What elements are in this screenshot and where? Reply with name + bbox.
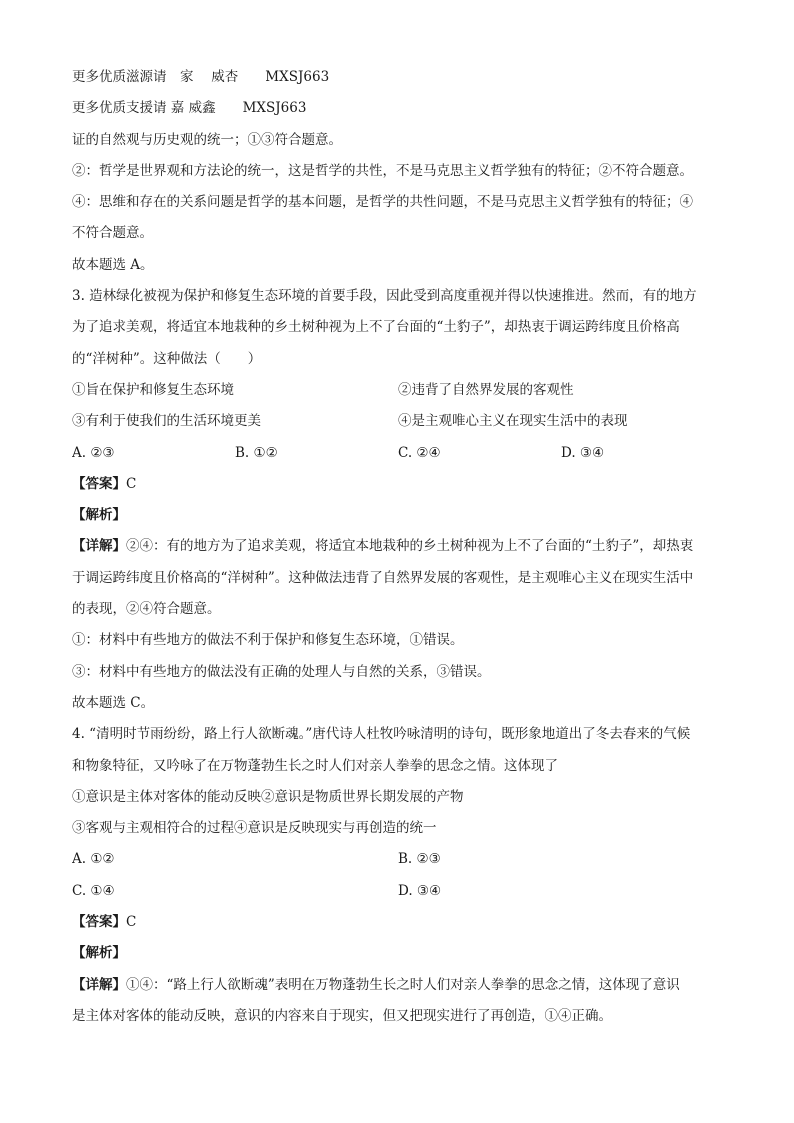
q3-stem-line-2: 为了追求美观，将适宜本地栽种的乡土树种视为上不了台面的“土豹子”，却热衷于调运跨纬度且价格高 xyxy=(72,319,680,336)
q4-choice-c: C. ①④ xyxy=(72,882,115,899)
q3-detail-line-1 xyxy=(72,531,724,562)
q3-stem-line-3: 的“洋树种”。这种做法（ ） xyxy=(72,350,262,367)
q4-answer-label: 【答案】 xyxy=(72,914,126,931)
q4-stem-line-1: 4. “清明时节雨纷纷，路上行人欲断魂。”唐代诗人杜牧吟咏清明的诗句，既形象地道出了冬去春来的气候 xyxy=(72,726,691,743)
q3-detail-line-4: ①：材料中有些地方的做法不利于保护和修复生态环境，①错误。 xyxy=(72,632,464,649)
q3-option-2: ②违背了自然界发展的客观性 xyxy=(398,381,574,398)
q3-analysis-label: 【解析】 xyxy=(72,507,126,524)
q3-conclusion: 故本题选 C。 xyxy=(72,694,155,711)
q3-detail-line-5: ③：材料中有些地方的做法没有正确的处理人与自然的关系，③错误。 xyxy=(72,663,491,680)
q3-answer xyxy=(72,469,724,500)
header-line-2: 更多优质支援请 嘉 威鑫 MXSJ663 xyxy=(72,100,307,117)
q4-choices-row-1 xyxy=(72,844,724,875)
q2-tail-line-3: ④：思维和存在的关系问题是哲学的基本问题，是哲学的共性问题，不是马克思主义哲学独有的特征；④ xyxy=(72,194,693,211)
q3-choice-a: A. ②③ xyxy=(72,444,115,461)
header-line-1: 更多优质滋源请 家 威杏 MXSJ663 xyxy=(72,69,330,85)
q4-choices-row-2 xyxy=(72,876,724,907)
q4-detail-line-2: 是主体对客体的能动反映，意识的内容来自于现实，但又把现实进行了再创造，①④正确。 xyxy=(72,1007,612,1024)
q3-choice-c: C. ②④ xyxy=(398,444,441,461)
q3-choice-b: B. ①② xyxy=(235,444,278,461)
q3-choice-d: D. ③④ xyxy=(561,444,605,461)
q3-options-row-2 xyxy=(72,406,724,437)
q4-choice-d: D. ③④ xyxy=(398,882,442,899)
q3-detail-line-3: 的表现，②④符合题意。 xyxy=(72,601,221,618)
q3-answer-label: 【答案】 xyxy=(72,475,126,492)
q3-choices xyxy=(72,438,724,469)
q3-detail-text-1: ②④：有的地方为了追求美观，将适宜本地栽种的乡土树种视为上不了台面的“土豹子”，却热衷 xyxy=(126,538,694,555)
q3-stem-line-1: 3. 造林绿化被视为保护和修复生态环境的首要手段，因此受到高度重视并得以快速推进。然而，有的地方 xyxy=(72,288,697,305)
q3-options-row-1 xyxy=(72,375,724,406)
q2-tail-line-4: 不符合题意。 xyxy=(72,225,153,242)
q4-answer xyxy=(72,907,724,938)
q4-options-row-1: ①意识是主体对客体的能动反映②意识是物质世界长期发展的产物 xyxy=(72,788,464,805)
document-page xyxy=(72,62,724,1032)
q2-tail-line-1: 证的自然观与历史观的统一；①③符合题意。 xyxy=(72,131,342,148)
q3-option-1: ①旨在保护和修复生态环境 xyxy=(72,381,234,398)
q4-choice-a: A. ①② xyxy=(72,851,115,868)
q4-options-row-2: ③客观与主观相符合的过程④意识是反映现实与再创造的统一 xyxy=(72,820,437,837)
q4-stem-line-2: 和物象特征，又吟咏了在万物蓬勃生长之时人们对亲人拳拳的思念之情。这体现了 xyxy=(72,757,558,774)
q4-choice-b: B. ②③ xyxy=(398,851,441,868)
q2-conclusion: 故本题选 A。 xyxy=(72,256,154,273)
q4-detail-line-1 xyxy=(72,970,724,1001)
q3-answer-value: C xyxy=(126,475,137,492)
q4-analysis-label: 【解析】 xyxy=(72,945,126,962)
q3-detail-line-2: 于调运跨纬度且价格高的“洋树种”。这种做法违背了自然界发展的客观性，是主观唯心主义在现实生活中 xyxy=(72,569,694,586)
q3-option-3: ③有利于使我们的生活环境更美 xyxy=(72,413,261,430)
q3-option-4: ④是主观唯心主义在现实生活中的表现 xyxy=(398,413,628,430)
q4-answer-value: C xyxy=(126,914,137,931)
q2-tail-line-2: ②：哲学是世界观和方法论的统一，这是哲学的共性，不是马克思主义哲学独有的特征；②不符合题意。 xyxy=(72,162,693,179)
q3-detail-label: 【详解】 xyxy=(72,538,126,555)
q4-detail-label: 【详解】 xyxy=(72,976,126,993)
q4-detail-text-1: ①④：“路上行人欲断魂”表明在万物蓬勃生长之时人们对亲人拳拳的思念之情，这体现了意识 xyxy=(126,976,680,993)
